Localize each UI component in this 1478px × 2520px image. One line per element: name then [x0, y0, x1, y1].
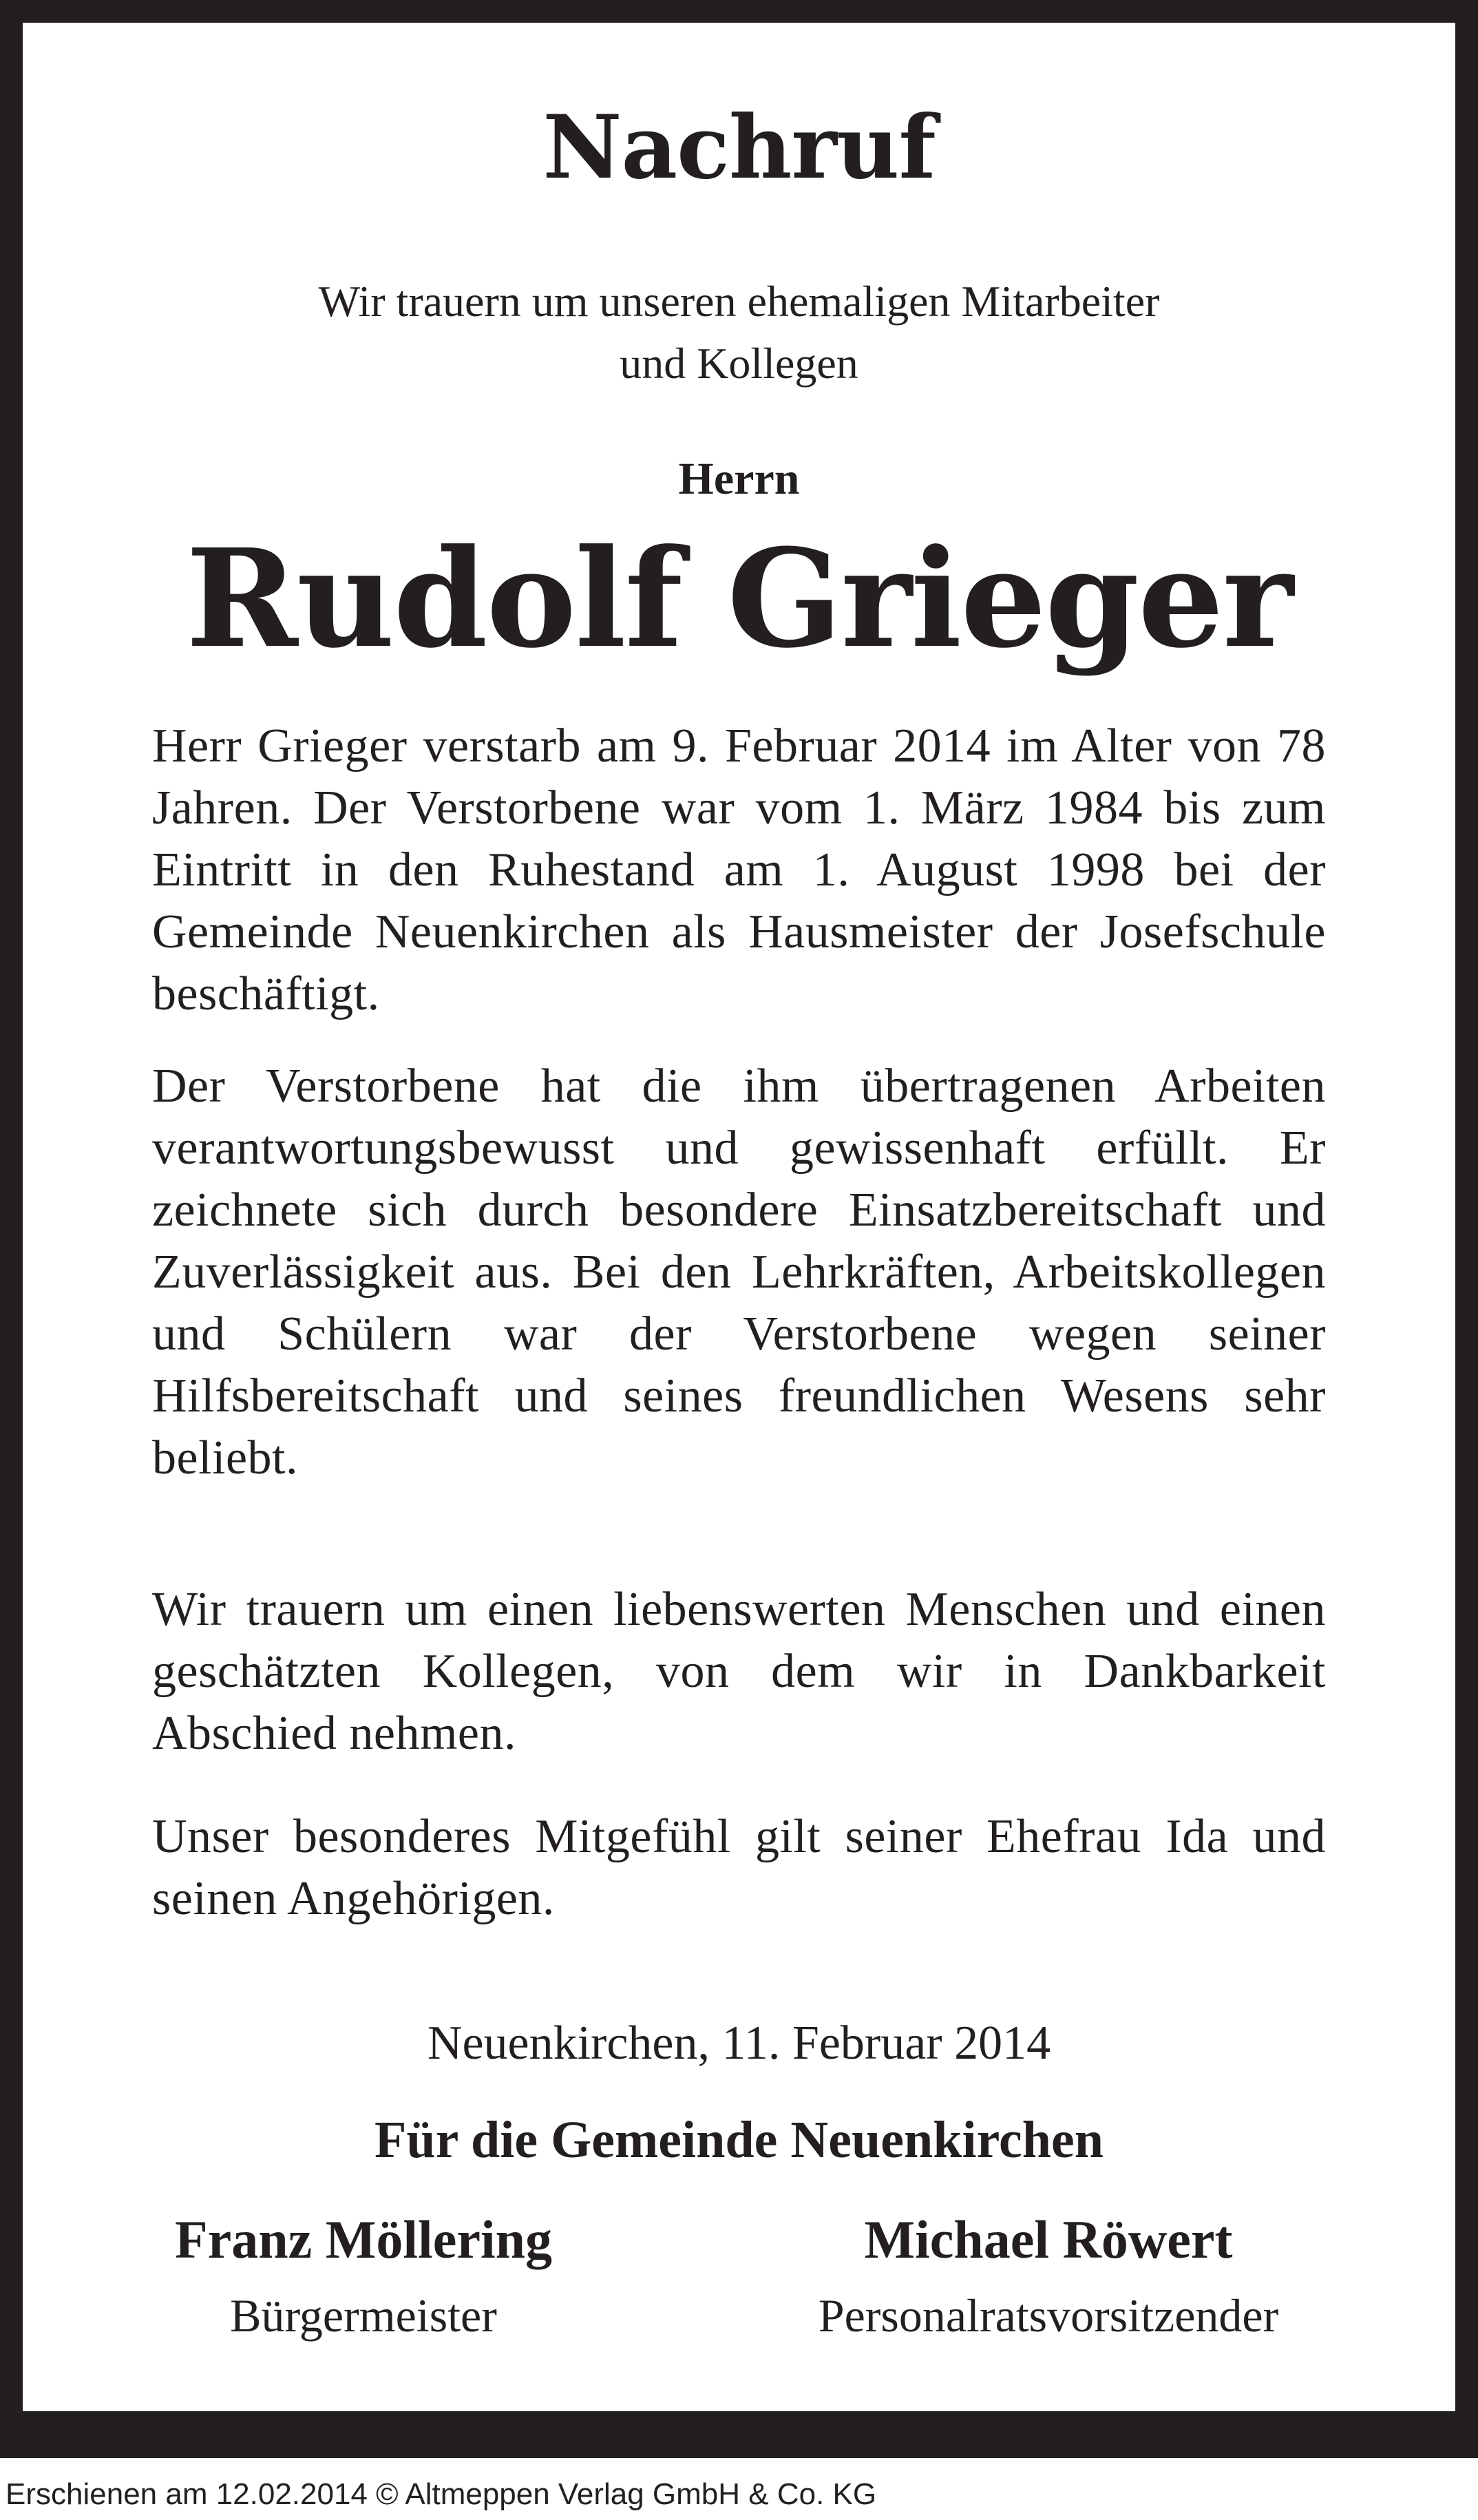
publication-credit: Erschienen am 12.02.2014 © Altmeppen Verlag GmbH & Co. KG [6, 2477, 877, 2511]
obituary-notice [23, 23, 1455, 2411]
notice-subtitle [23, 271, 1455, 395]
signer-staff-council [739, 2209, 1358, 2346]
on-behalf-of: Für die Gemeinde Neuenkirchen [374, 2111, 1104, 2169]
place-and-date: Neuenkirchen, 11. Februar 2014 [427, 2017, 1051, 2070]
signer-name: Franz Möllering [174, 2209, 553, 2269]
signer-role: Bürgermeister [230, 2289, 497, 2342]
paragraph-farewell: Wir trauern um einen liebenswerten Menschen und einen geschätzten Kollegen, von dem wir in Dankbarkeit Abschied nehmen. [152, 1583, 1326, 1760]
salutation: Herrn [678, 454, 800, 504]
subtitle-line-1: Wir trauern um unseren ehemaligen Mitarbeiter [318, 277, 1160, 326]
signer-name: Michael Röwert [864, 2209, 1233, 2269]
paragraph-career: Herr Grieger verstarb am 9. Februar 2014 im Alter von 78 Jahren. Der Verstorbene war vom 1. März 1984 bis zum Eintritt in den Ruhestand am 1. August 1998 bei der Gemeinde Neuenkirchen als Hausmeister der Josefschule beschäftigt. [152, 720, 1326, 1020]
paragraph-character: Der Verstorbene hat die ihm übertragenen Arbeiten verantwortungsbewusst und gewissenhaft erfüllt. Er zeichnete sich durch besondere Einsatzbereitschaft und Zuverlässigkeit aus. Bei den Lehrkräften, Arbeitskollegen und Schülern war der Verstorbene wegen seiner Hilfsbereitschaft und seines freundlichen Wesens sehr beliebt. [152, 1060, 1326, 1484]
deceased-name: Rudolf Grieger [186, 520, 1292, 678]
signer-mayor [54, 2209, 673, 2346]
paragraph-condolence: Unser besonderes Mitgefühl gilt seiner Ehefrau Ida und seinen Angehörigen. [152, 1810, 1326, 1925]
signer-role: Personalratsvorsitzender [818, 2289, 1279, 2342]
subtitle-line-2: und Kollegen [620, 339, 858, 388]
notice-title: Nachruf [542, 96, 936, 198]
